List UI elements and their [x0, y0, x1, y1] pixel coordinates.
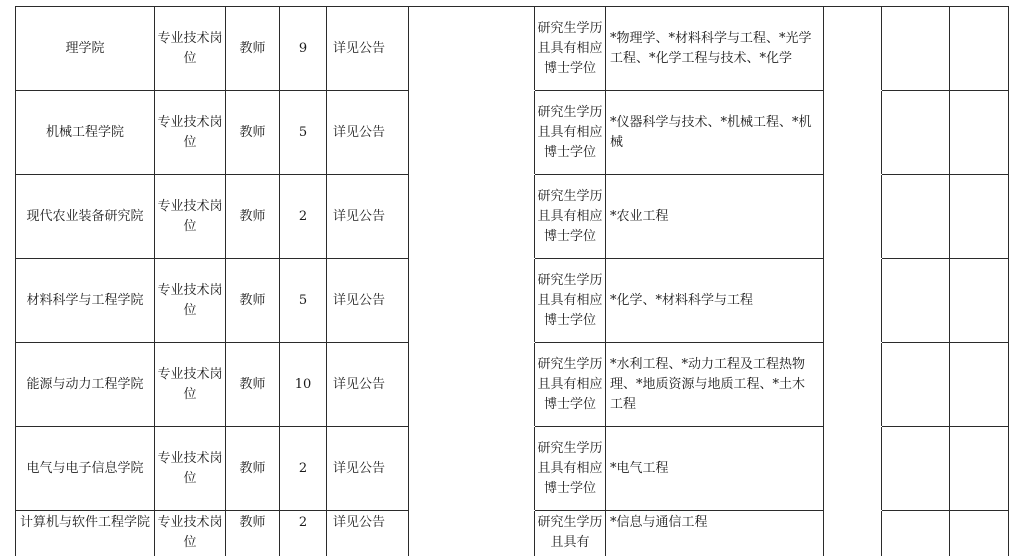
unit-cell [16, 91, 155, 175]
table-row [16, 259, 1009, 343]
education-text: 研究生学历且具有 [537, 515, 603, 550]
requirement-text: 详见公告 [333, 460, 386, 476]
unit-cell [16, 259, 155, 343]
position-type-cell [155, 511, 226, 556]
blank-cell [824, 511, 882, 556]
table-row [16, 175, 1009, 259]
empty-cell [882, 259, 950, 343]
post-name-cell [226, 259, 280, 343]
major-cell [606, 91, 824, 175]
post-name-cell [226, 7, 280, 91]
post-name-text: 教师 [239, 208, 266, 224]
headcount-cell [280, 259, 327, 343]
unit-cell [16, 511, 155, 556]
major-cell [606, 175, 824, 259]
major-text: *信息与通信工程 [610, 515, 708, 530]
blank-cell [824, 7, 882, 91]
headcount-cell [280, 343, 327, 427]
blank-cell [409, 259, 535, 343]
blank-cell [824, 259, 882, 343]
post-name-text: 教师 [239, 292, 266, 308]
major-text: *物理学、*材料科学与工程、*光学工程、*化学工程与技术、*化学 [610, 30, 812, 66]
education-cell [535, 91, 606, 175]
blank-cell [409, 343, 535, 427]
post-name-text: 教师 [239, 124, 266, 140]
table-row [16, 427, 1009, 511]
position-type-text: 专业技术岗位 [157, 450, 223, 486]
empty-cell [950, 259, 1009, 343]
table-row [16, 343, 1009, 427]
blank-cell [409, 511, 535, 556]
education-text: 研究生学历且具有相应博士学位 [537, 104, 603, 160]
education-text: 研究生学历且具有相应博士学位 [537, 356, 603, 412]
blank-cell [409, 7, 535, 91]
empty-cell [882, 91, 950, 175]
empty-cell [950, 343, 1009, 427]
requirement-text: 详见公告 [333, 376, 386, 392]
unit-cell [16, 343, 155, 427]
post-name-cell [226, 511, 280, 556]
major-cell [606, 427, 824, 511]
empty-cell [950, 91, 1009, 175]
unit-text: 计算机与软件工程学院 [19, 515, 150, 530]
requirement-cell [327, 175, 409, 259]
requirement-cell [327, 7, 409, 91]
position-type-cell [155, 91, 226, 175]
education-text: 研究生学历且具有相应博士学位 [537, 440, 603, 496]
empty-cell [882, 511, 950, 556]
headcount-cell [280, 511, 327, 556]
requirement-cell [327, 343, 409, 427]
requirement-text: 详见公告 [333, 515, 386, 530]
education-cell [535, 7, 606, 91]
headcount-text: 2 [298, 515, 308, 530]
major-text: *农业工程 [610, 208, 669, 224]
empty-cell [882, 343, 950, 427]
post-name-cell [226, 343, 280, 427]
empty-cell [882, 7, 950, 91]
headcount-text: 2 [298, 208, 308, 224]
blank-cell [824, 427, 882, 511]
education-text: 研究生学历且具有相应博士学位 [537, 272, 603, 328]
post-name-text: 教师 [239, 515, 266, 530]
major-cell [606, 511, 824, 556]
requirement-text: 详见公告 [333, 292, 386, 308]
position-type-text: 专业技术岗位 [157, 282, 223, 318]
position-type-text: 专业技术岗位 [157, 114, 223, 150]
blank-cell [824, 91, 882, 175]
table-row [16, 7, 1009, 91]
position-type-text: 专业技术岗位 [157, 366, 223, 402]
headcount-cell [280, 7, 327, 91]
major-cell [606, 259, 824, 343]
education-cell [535, 175, 606, 259]
post-name-text: 教师 [239, 460, 266, 476]
education-cell [535, 343, 606, 427]
requirement-cell [327, 427, 409, 511]
blank-cell [824, 343, 882, 427]
unit-text: 现代农业装备研究院 [26, 208, 144, 224]
empty-cell [882, 175, 950, 259]
position-type-cell [155, 343, 226, 427]
position-type-cell [155, 7, 226, 91]
post-name-cell [226, 427, 280, 511]
major-text: *电气工程 [610, 460, 669, 476]
headcount-text: 2 [298, 460, 308, 476]
post-name-cell [226, 175, 280, 259]
headcount-cell [280, 427, 327, 511]
requirement-text: 详见公告 [333, 208, 386, 224]
education-cell [535, 259, 606, 343]
education-cell [535, 427, 606, 511]
empty-cell [950, 511, 1009, 556]
major-cell [606, 343, 824, 427]
education-text: 研究生学历且具有相应博士学位 [537, 188, 603, 244]
blank-cell [824, 175, 882, 259]
blank-cell [409, 427, 535, 511]
position-type-cell [155, 259, 226, 343]
unit-text: 理学院 [65, 40, 105, 56]
unit-text: 能源与动力工程学院 [26, 376, 144, 392]
headcount-text: 10 [294, 376, 312, 392]
major-text: *仪器科学与技术、*机械工程、*机械 [610, 114, 812, 150]
table-row [16, 91, 1009, 175]
empty-cell [882, 427, 950, 511]
unit-cell [16, 427, 155, 511]
headcount-text: 9 [298, 40, 308, 56]
unit-text: 机械工程学院 [45, 124, 124, 140]
major-text: *化学、*材料科学与工程 [610, 292, 754, 308]
unit-cell [16, 175, 155, 259]
unit-text: 材料科学与工程学院 [26, 292, 144, 308]
unit-cell [16, 7, 155, 91]
position-type-text: 专业技术岗位 [157, 30, 223, 66]
position-type-cell [155, 175, 226, 259]
empty-cell [950, 7, 1009, 91]
requirement-text: 详见公告 [333, 124, 386, 140]
headcount-text: 5 [298, 292, 308, 308]
requirement-cell [327, 511, 409, 556]
major-text: *水利工程、*动力工程及工程热物理、*地质资源与地质工程、*土木工程 [610, 356, 806, 412]
requirement-text: 详见公告 [333, 40, 386, 56]
post-name-cell [226, 91, 280, 175]
headcount-cell [280, 91, 327, 175]
blank-cell [409, 91, 535, 175]
table-row [16, 511, 1009, 556]
headcount-text: 5 [298, 124, 308, 140]
empty-cell [950, 427, 1009, 511]
empty-cell [950, 175, 1009, 259]
education-cell [535, 511, 606, 556]
education-text: 研究生学历且具有相应博士学位 [537, 20, 603, 76]
requirement-cell [327, 259, 409, 343]
position-type-text: 专业技术岗位 [157, 515, 223, 550]
post-name-text: 教师 [239, 40, 266, 56]
recruitment-table [15, 6, 1009, 556]
position-type-cell [155, 427, 226, 511]
requirement-cell [327, 91, 409, 175]
post-name-text: 教师 [239, 376, 266, 392]
major-cell [606, 7, 824, 91]
headcount-cell [280, 175, 327, 259]
position-type-text: 专业技术岗位 [157, 198, 223, 234]
unit-text: 电气与电子信息学院 [26, 460, 144, 476]
blank-cell [409, 175, 535, 259]
